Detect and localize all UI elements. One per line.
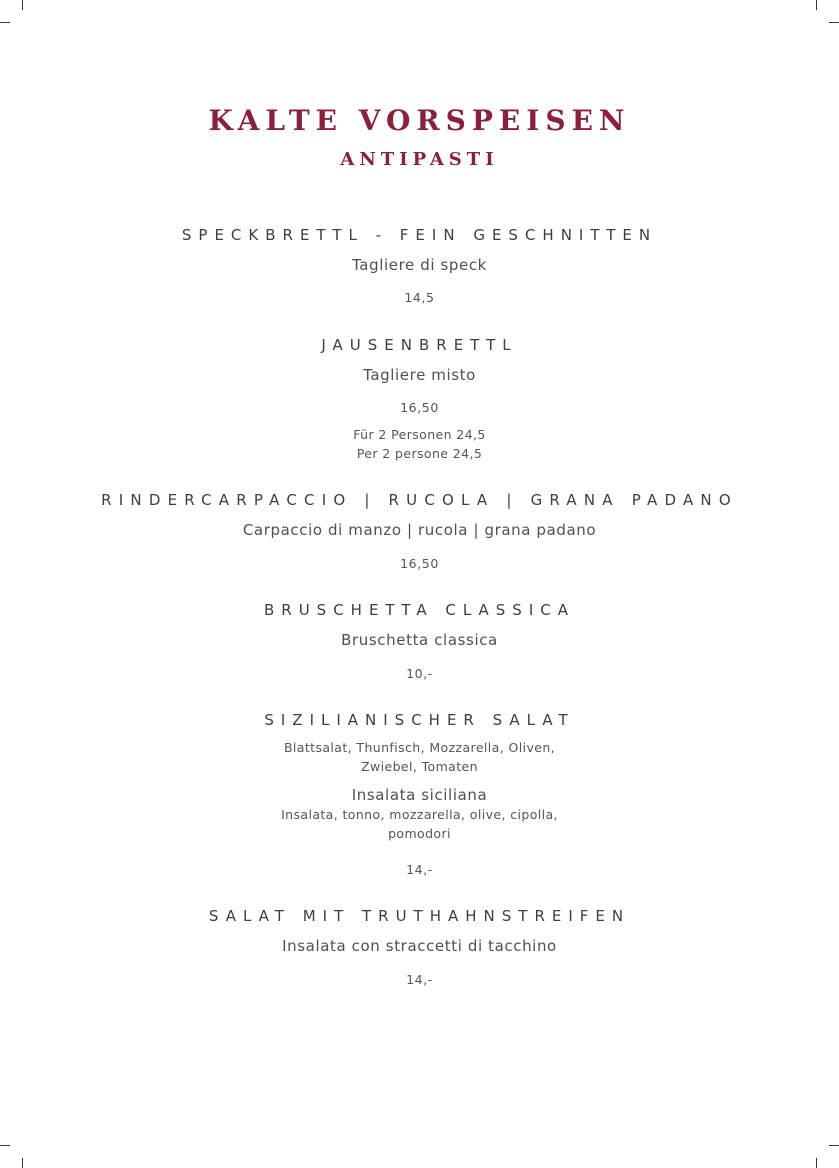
dish-name: SPECKBRETTL - FEIN GESCHNITTEN bbox=[181, 226, 658, 244]
dish-description-italian: Insalata, tonno, mozzarella, olive, cipolla, bbox=[281, 807, 558, 822]
dish-name: SIZILIANISCHER SALAT bbox=[264, 711, 575, 729]
page-title: KALTE VORSPEISEN bbox=[208, 104, 631, 137]
dish-name-italian: Insalata con straccetti di tacchino bbox=[282, 937, 557, 955]
dish-name: SALAT MIT TRUTHAHNSTREIFEN bbox=[208, 907, 631, 925]
page-subtitle: ANTIPASTI bbox=[340, 149, 499, 170]
dish-name: BRUSCHETTA CLASSICA bbox=[263, 601, 575, 619]
dish-name-italian: Tagliere di speck bbox=[352, 256, 487, 274]
dish-name-italian: Insalata siciliana bbox=[351, 786, 488, 804]
dish-price: 10,- bbox=[406, 666, 433, 681]
dish-name-italian: Tagliere misto bbox=[363, 366, 476, 384]
dish-description-italian: pomodori bbox=[388, 826, 451, 841]
dish-note: Für 2 Personen 24,5 bbox=[353, 427, 486, 442]
dish-name-italian: Bruschetta classica bbox=[341, 631, 498, 649]
dish-name: RINDERCARPACCIO | RUCOLA | GRANA PADANO bbox=[101, 491, 738, 509]
dish-price: 16,50 bbox=[400, 556, 439, 571]
dish-price: 14,- bbox=[406, 972, 433, 987]
dish-description: Blattsalat, Thunfisch, Mozzarella, Oliven, bbox=[283, 740, 556, 755]
dish-price: 14,5 bbox=[404, 290, 435, 305]
dish-note: Per 2 persone 24,5 bbox=[356, 446, 483, 461]
dish-price: 16,50 bbox=[400, 400, 439, 415]
dish-name-italian: Carpaccio di manzo | rucola | grana padano bbox=[242, 521, 597, 539]
dish-name: JAUSENBRETTL bbox=[321, 336, 518, 354]
dish-description: Zwiebel, Tomaten bbox=[361, 759, 478, 774]
dish-price: 14,- bbox=[406, 862, 433, 877]
